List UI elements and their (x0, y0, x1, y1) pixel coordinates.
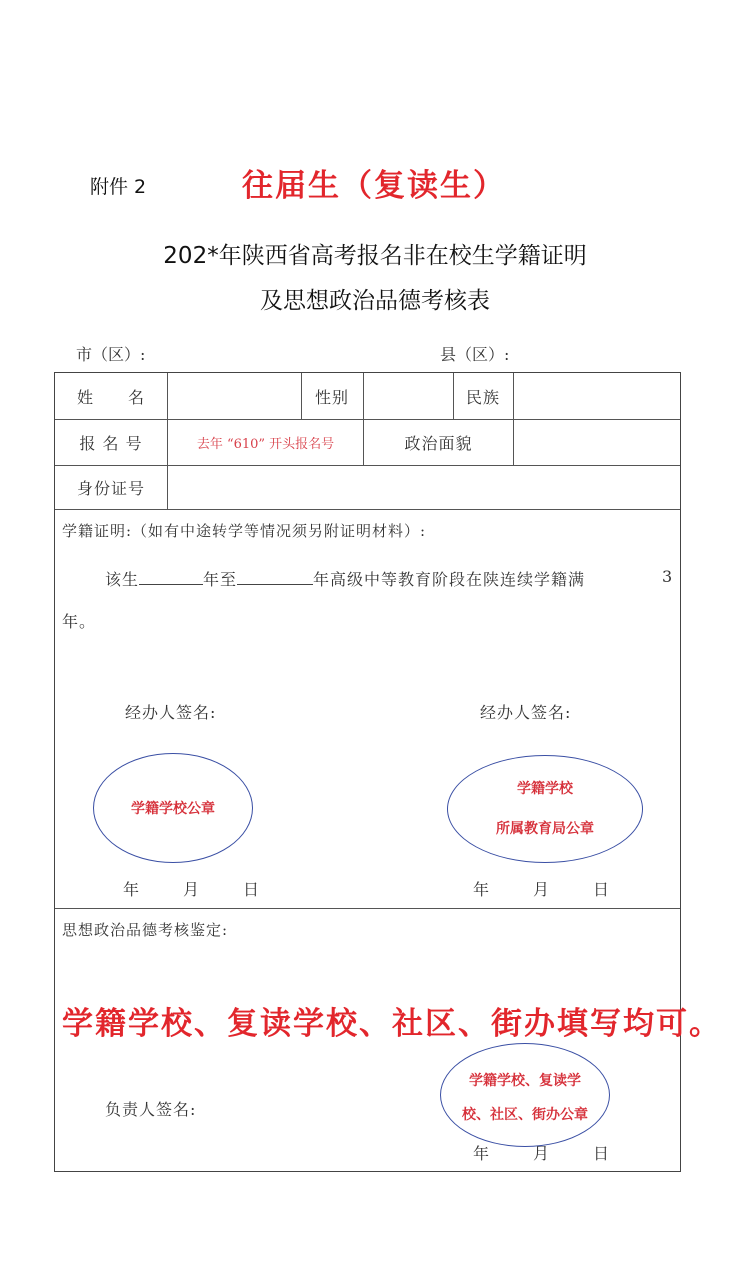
assessment-note: 学籍学校、复读学校、社区、街办填写均可。 (62, 1006, 722, 1042)
registration-number-hint[interactable]: 去年 “610” 开头报名号 (196, 436, 335, 452)
ethnicity-label: 民族 (465, 387, 500, 407)
community-seal-text-line1: 学籍学校、复读学 (469, 1073, 581, 1089)
category-title: 往届生（复读生） (242, 168, 506, 204)
date-year-right: 年 (473, 880, 491, 899)
date-day-right: 日 (593, 880, 611, 899)
bureau-seal-text-line1: 学籍学校 (517, 781, 573, 797)
community-seal-stamp (440, 1043, 610, 1147)
date-day-assessment: 日 (593, 1144, 611, 1163)
political-status-label: 政治面貌 (404, 433, 473, 453)
date-year-assessment: 年 (473, 1144, 491, 1163)
school-seal-text: 学籍学校公章 (131, 801, 215, 817)
date-day-left: 日 (243, 880, 261, 899)
name-label: 姓 名 (76, 387, 145, 407)
id-number-label: 身份证号 (76, 478, 145, 498)
sentence-end: 年高级中等教育阶段在陕连续学籍满 (313, 570, 586, 589)
enrollment-heading: 学籍证明:（如有中途转学等情况须另附证明材料）: (62, 522, 427, 540)
ethnicity-field[interactable] (514, 373, 680, 419)
enrollment-years: 3 (662, 567, 674, 586)
end-year-blank[interactable] (237, 570, 313, 585)
date-month-right: 月 (533, 880, 551, 899)
sentence-start: 该生 (105, 570, 140, 589)
form-title-line2: 及思想政治品德考核表 (260, 288, 490, 314)
city-label: 市（区）: (76, 345, 146, 364)
start-year-blank[interactable] (139, 570, 203, 585)
sentence-mid: 年至 (203, 570, 238, 589)
handler-signature-right: 经办人签名: (480, 703, 572, 722)
community-seal-text-line2: 校、社区、街办公章 (462, 1107, 588, 1123)
attachment-label: 附件 2 (90, 176, 147, 198)
form-title-line1: 202*年陕西省高考报名非在校生学籍证明 (163, 243, 587, 269)
gender-field[interactable] (364, 373, 453, 419)
date-year-left: 年 (123, 880, 141, 899)
id-number-field[interactable] (168, 465, 680, 509)
assessment-heading: 思想政治品德考核鉴定: (62, 921, 229, 939)
school-seal-stamp (93, 753, 253, 863)
county-label: 县（区）: (440, 345, 510, 364)
enrollment-sentence (105, 567, 585, 590)
political-status-field[interactable] (514, 419, 680, 465)
handler-signature-left: 经办人签名: (125, 703, 217, 722)
form-table (54, 372, 722, 1172)
row-divider (55, 509, 680, 510)
bureau-seal-text-line2: 所属教育局公章 (496, 821, 594, 837)
gender-label: 性别 (314, 387, 349, 407)
date-month-left: 月 (183, 880, 201, 899)
registration-number-label: 报 名 号 (79, 433, 143, 453)
name-field[interactable] (168, 373, 301, 419)
date-month-assessment: 月 (533, 1144, 551, 1163)
responsible-signature: 负责人签名: (105, 1100, 197, 1119)
enrollment-tail: 年。 (62, 612, 97, 631)
section-divider (55, 908, 680, 909)
education-bureau-seal-stamp (447, 755, 643, 863)
